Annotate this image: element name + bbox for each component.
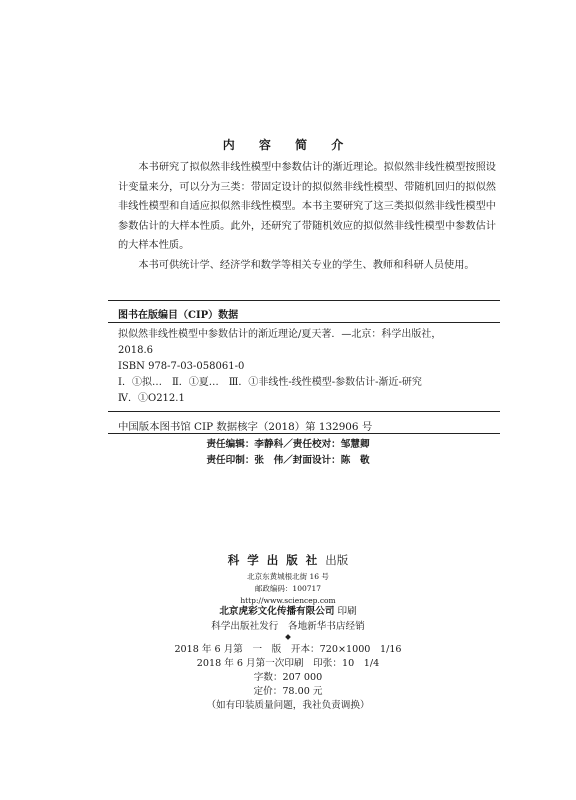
printer-name: 北京虎彩文化传播有限公司 [219, 606, 335, 617]
abstract-text [118, 158, 496, 275]
edition-line-1: 2018 年 6 月第 一 版 开本：720×1000 1/16 [174, 644, 402, 655]
separator-mark [0, 633, 576, 641]
divider [108, 411, 500, 412]
cip-label: 图书在版编目（CIP）数据 [118, 310, 239, 321]
cip-line: Ⅰ．①拟… Ⅱ．①夏… Ⅲ．①非线性-线性模型-参数估计-渐近-研究 [118, 377, 422, 388]
publisher-name [0, 553, 576, 568]
page-title: 内 容 简 介 [222, 138, 354, 152]
publisher-address: 北京东黄城根北街 16 号 [247, 572, 329, 581]
publisher-postcode: 邮政编码：100717 [254, 584, 322, 593]
publisher-website: http://www.sciencep.com [240, 596, 336, 605]
editor-line: 责任印制：张 伟／封面设计：陈 敬 [206, 455, 370, 466]
publisher-suffix: 出版 [325, 553, 349, 567]
cip-line: ISBN 978-7-03-058061-0 [118, 361, 245, 372]
printer-line [0, 604, 576, 619]
cip-line: 2018.6 [118, 345, 153, 356]
divider [108, 433, 500, 434]
distribution: 科学出版社发行 各地新华书店经销 [211, 621, 365, 632]
price: 定价：78.00 元 [253, 686, 323, 697]
abstract-paragraph-1: 本书研究了拟似然非线性模型中参数估计的渐近理论。拟似然非线性模型按照设计变量来分，可以分为三类：带固定设计的拟似然非线性模型、带随机回归的拟似然非线性模型和自适应拟似然非线性模型。本书主要研究了这三类拟似然非线性模型中参数估计的大样本性质。此外，还研究了带随机效应的拟似然非线性模型中参数估计的大样本性质。 [118, 162, 496, 251]
divider [108, 322, 500, 323]
cip-record-number: 中国版本图书馆 CIP 数据核字（2018）第 132906 号 [118, 421, 373, 433]
diamond-icon [285, 634, 291, 640]
quality-notice: （如有印装质量问题，我社负责调换） [206, 700, 370, 711]
editors-block [0, 437, 576, 469]
cip-line: 拟似然非线性模型中参数估计的渐近理论/夏天著．—北京：科学出版社， [118, 329, 442, 340]
divider [108, 300, 500, 301]
edition-line-2: 2018 年 6 月第一次印刷 印张：10 1/4 [196, 658, 380, 669]
editor-line: 责任编辑：李静科／责任校对：邹慧卿 [206, 439, 370, 450]
abstract-paragraph-2: 本书可供统计学、经济学和数学等相关专业的学生、教师和科研人员使用。 [138, 259, 475, 271]
publisher-logo: 科 学 出 版 社 [227, 553, 320, 567]
cip-line: Ⅳ．①O212.1 [118, 393, 185, 404]
cip-data [118, 327, 498, 407]
printer-suffix: 印刷 [337, 606, 357, 617]
word-count: 字数：207 000 [253, 672, 323, 683]
